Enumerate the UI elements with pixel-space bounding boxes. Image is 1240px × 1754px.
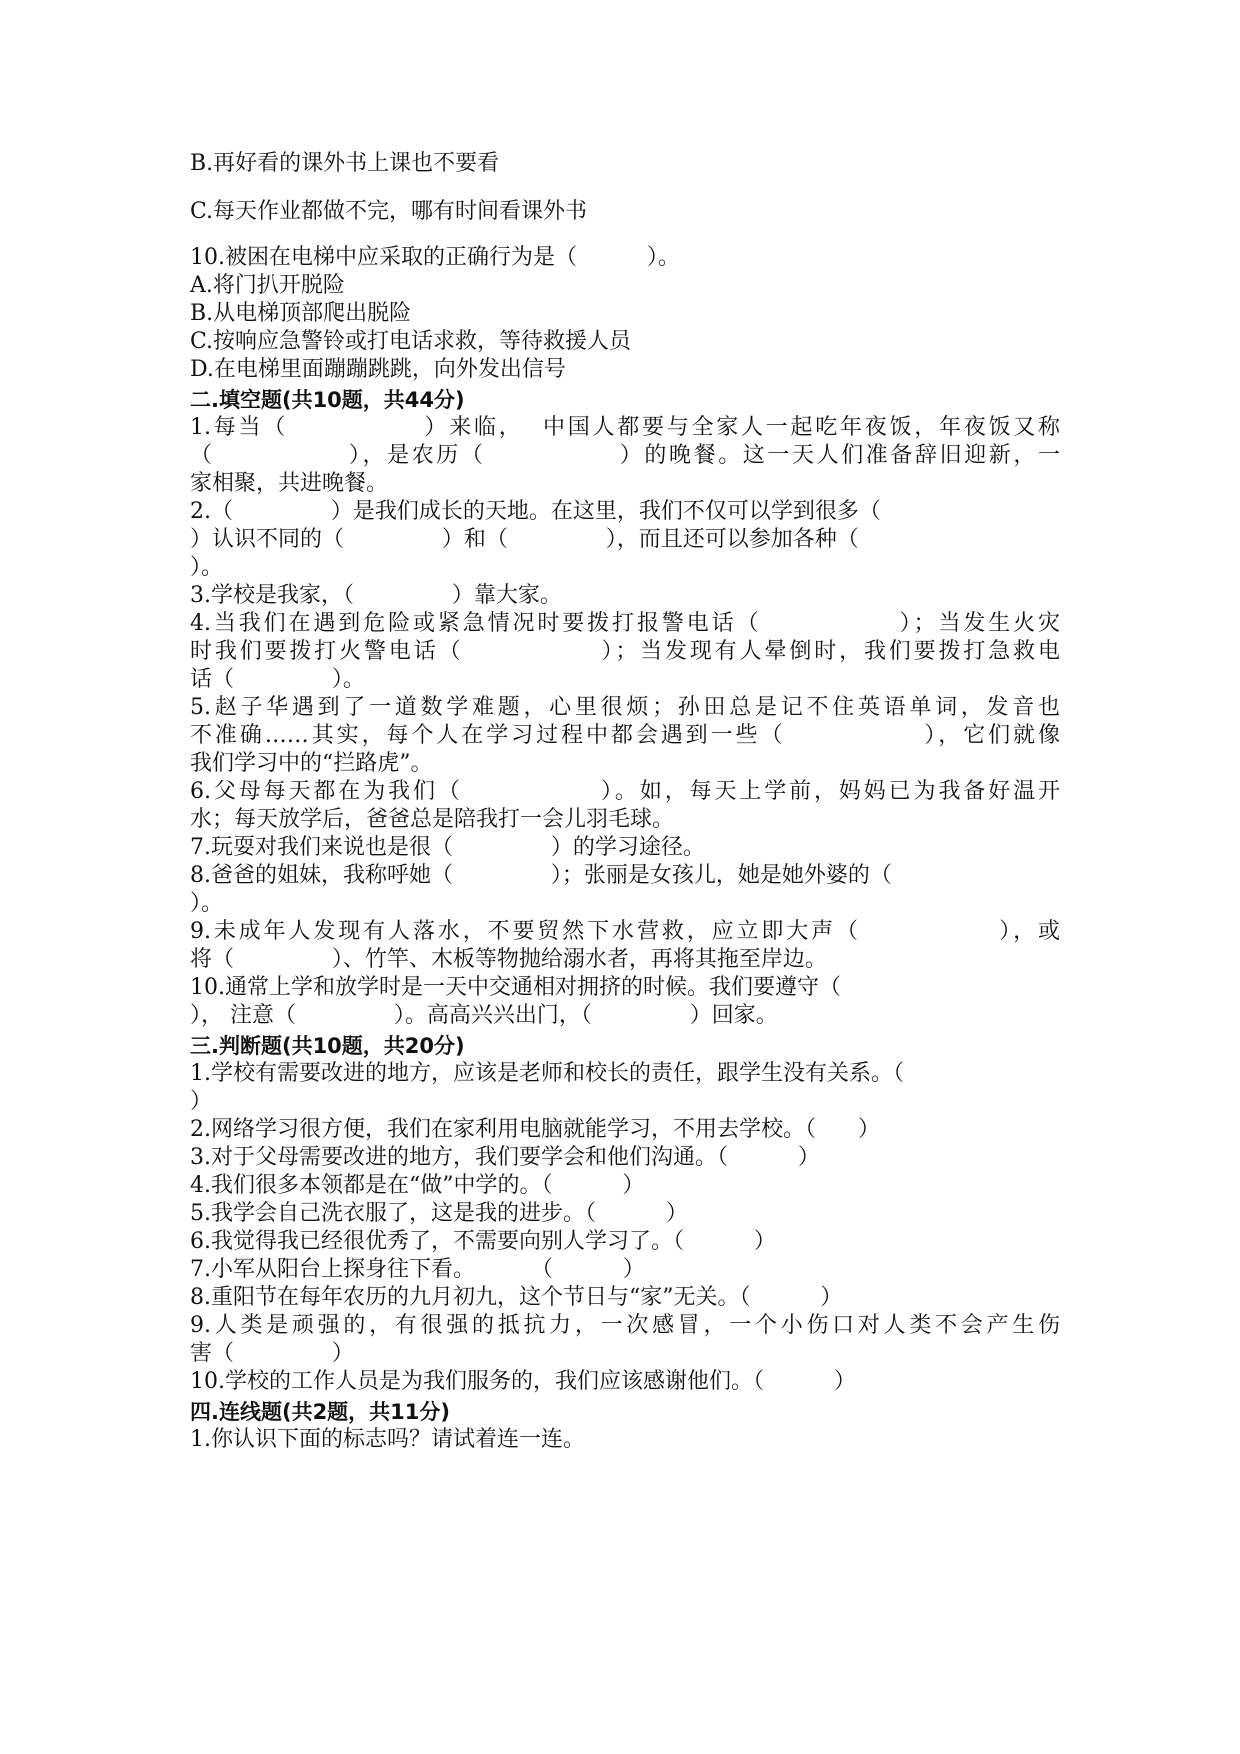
question-line: 8.重阳节在每年农历的九月初九，这个节日与“家”无关。（ ） [190,1285,843,1310]
exam-page [190,150,1060,1454]
question-line: 家相聚，共进晚餐。 [190,471,389,496]
section-title: 三.判断题(共10题，共20分) [190,1034,465,1058]
question-line: 3.学校是我家，（ ）靠大家。 [190,583,562,608]
question-9-options [190,150,1060,226]
option-b: B.再好看的课外书上课也不要看 [190,151,500,176]
question-line: 4.当我们在遇到危险或紧急情况时要拨打报警电话（ ）；当发生火灾 [190,611,1060,636]
question-line: ）。 [190,891,224,916]
question-line: 2.（ ）是我们成长的天地。在这里，我们不仅可以学到很多（ [190,499,881,524]
section-true-false [190,1032,1060,1396]
question-line: 1.每当（ ）来临， 中国人都要与全家人一起吃年夜饭，年夜饭又称 [190,415,1060,440]
question-line: 我们学习中的“拦路虎”。 [190,751,433,776]
question-line: 不准确……其实，每个人在学习过程中都会遇到一些（ ），它们就像 [190,723,1060,748]
section-matching [190,1398,1060,1454]
question-line: 5.我学会自己洗衣服了，这是我的进步。（ ） [190,1201,688,1226]
question-line: ） [190,1089,213,1114]
question-line: 6.父母每天都在为我们（ ）。如，每天上学前，妈妈已为我备好温开 [190,779,1060,804]
question-line: 时我们要拨打火警电话（ ）；当发现有人晕倒时，我们要拨打急救电 [190,639,1060,664]
question-line: 10.通常上学和放学时是一天中交通相对拥挤的时候。我们要遵守（ [190,975,841,1000]
question-line: 4.我们很多本领都是在“做”中学的。（ ） [190,1173,645,1198]
question-line: 7.玩耍对我们来说也是很（ ）的学习途径。 [190,835,705,860]
question-line: 5.赵子华遇到了一道数学难题，心里很烦；孙田总是记不住英语单词，发音也 [190,695,1060,720]
question-line: 2.网络学习很方便，我们在家利用电脑就能学习，不用去学校。（ ） [190,1117,880,1142]
question-line: （ ），是农历（ ）的晚餐。这一天人们准备辞旧迎新，一 [190,443,1060,468]
question-line: 9.未成年人发现有人落水，不要贸然下水营救，应立即大声（ ），或 [190,919,1060,944]
question-line: 3.对于父母需要改进的地方，我们要学会和他们沟通。（ ） [190,1145,820,1170]
question-line: 8.爸爸的姐妹，我称呼她（ ）；张丽是女孩儿，她是她外婆的（ [190,863,892,888]
option-c: C.每天作业都做不完，哪有时间看课外书 [190,199,588,224]
question-line: 害（ ） [190,1341,354,1366]
option-b: B.从电梯顶部爬出脱险 [190,301,412,326]
question-stem: 10.被困在电梯中应采取的正确行为是（ ）。 [190,245,680,270]
question-line: 7.小军从阳台上探身往下看。 （ ） [190,1257,645,1282]
question-line: 6.我觉得我已经很优秀了，不需要向别人学习了。（ ） [190,1229,776,1254]
question-line: 话（ ）。 [190,667,365,692]
question-line: 9.人类是顽强的，有很强的抵抗力，一次感冒，一个小伤口对人类不会产生伤 [190,1313,1060,1338]
question-10 [190,244,1060,384]
question-line: 10.学校的工作人员是为我们服务的，我们应该感谢他们。（ ） [190,1369,856,1394]
section-title: 二.填空题(共10题，共44分) [190,388,465,412]
question-line: 将（ ）、竹竿、木板等物抛给溺水者，再将其拖至岸边。 [190,947,827,972]
question-line: ）。 [190,555,224,580]
question-line: ）， 注意（ ）。高高兴兴出门，（ ）回家。 [190,1003,778,1028]
option-d: D.在电梯里面蹦蹦跳跳，向外发出信号 [190,357,566,382]
option-c: C.按响应急警铃或打电话求救，等待救援人员 [190,329,632,354]
question-line: 1.学校有需要改进的地方，应该是老师和校长的责任，跟学生没有关系。（ [190,1061,904,1086]
option-a: A.将门扒开脱险 [190,273,345,298]
section-title: 四.连线题(共2题，共11分) [190,1400,451,1424]
question-line: 1.你认识下面的标志吗？请试着连一连。 [190,1427,585,1452]
question-line: ）认识不同的（ ）和（ ），而且还可以参加各种（ [190,527,859,552]
section-fill-in [190,386,1060,1030]
question-line: 水；每天放学后，爸爸总是陪我打一会儿羽毛球。 [190,807,675,832]
